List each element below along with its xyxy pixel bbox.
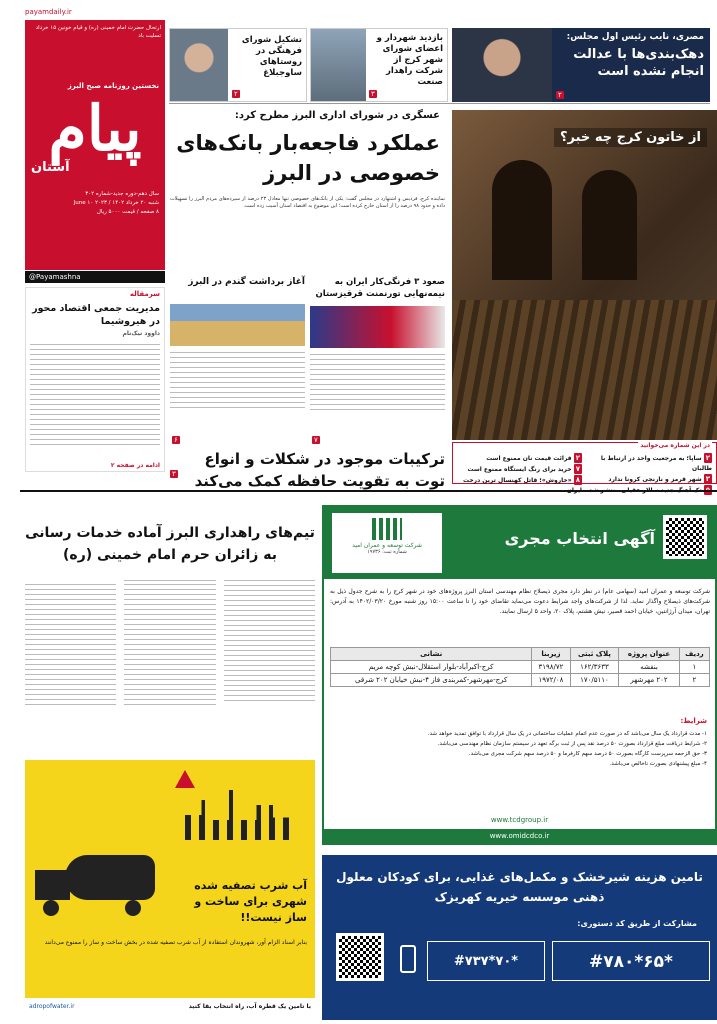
teaser-1-page: ۲ [558,91,562,99]
ad2-note: بنابر اسناد الزام آور، شهروندان استفاده از آب شرب تصفیه شده در بخش ساخت و ساز را ممنوع می‌دانند [44,939,307,946]
teaser-3[interactable] [169,28,307,102]
column-text [30,340,160,449]
masthead-logo-sub: آستان [31,160,70,175]
main-photo [452,110,717,440]
photo-caption: از خاتون کرج چه خبر؟ [554,128,707,147]
readmore-item[interactable]: ۲ ساپا؛ به مرجعیت واحد در ارتباط با طالبان [600,454,712,472]
concrete-truck-icon [35,850,165,920]
teaser-photo [311,29,366,101]
story2-text [310,350,445,414]
teaser-2-page: ۳ [371,90,375,98]
story1-page: ۶ [174,436,178,444]
masthead-quote: ارتحال حضرت امام خمینی (ره) و قیام خونین ۱۵ خرداد تسلیت باد [35,25,161,39]
warning-icon [175,770,195,788]
teaser-1[interactable] [452,28,710,102]
masthead-price: ۸ صفحه / قیمت ۵۰۰۰ ریال [96,209,159,215]
masthead-social[interactable]: @Payamashna [25,271,165,283]
readmore-item[interactable]: ۷ خرید برای رنگ ایستگاه ممنوع است [467,465,580,473]
column-more[interactable]: ادامه در صفحه ۲ [110,462,160,469]
ad-charity [322,855,717,1020]
teaser-photo [170,29,228,101]
ad3-subtitle: مشارکت از طریق کد دستوری: [577,919,697,928]
teaser-photo [452,28,552,102]
readmore-box [452,442,717,484]
news2-text [25,580,315,750]
readmore-item[interactable]: ۳ شهر قرمز و نارنجی کرونا ندارد [608,475,710,483]
teaser-2[interactable] [310,28,448,102]
ad2-title: آب شرب تصفیه شده شهری برای ساخت و ساز نیست!! [194,879,307,924]
story2-title: صعود ۳ فرنگی‌کار ایران به نیمه‌نهایی تورنمنت قرقیزستان [315,277,445,299]
ad2-footer: با تامین یک قطره آب، راه انتخاب بقا کنید [188,1003,311,1010]
column-title: مدیریت جمعی اقتصاد محور در هیروشیما [32,303,160,327]
main-kicker: عسگری در شورای اداری البرز مطرح کرد: [234,110,440,121]
masthead-tagline: نخستین روزنامه صبح البرز [67,82,159,90]
site-url[interactable]: payamdaily.ir [25,8,72,16]
masthead [25,20,165,270]
readmore-item[interactable]: ۸ «خاروش»؛ قاتل کهنسال ترین درخت [462,476,580,484]
table-row: ۲ ۲۰۲ مهرشهر ۱۷۰/۵۱۱۰ ۱۹۷۲/۰۸ کرج-مهرشهر-کمربندی فاز ۴-نبش خیابان ۲۰۲ شرقی [331,674,710,687]
column-author: داوود نیک‌نام [122,330,160,337]
news2-headline: تیم‌های راهداری البرز آماده خدمات رسانی به زائران حرم امام خمینی (ره) [25,525,315,563]
company-logo-icon [372,518,402,540]
readmore-item[interactable]: ۲ قرائت قیمت نان ممنوع است [486,454,580,462]
ad3-code2[interactable]: #۷۳۷*۷۰* [427,941,545,981]
ad-cond: ۲- شرایط دریافت مبلغ قرارداد بصورت ۵۰ درصد نقد پس از ثبت برگه تعهد در سیستم سازمان نظام مهندسی می‌باشد. [437,741,707,747]
ad-cond: ۴- مبلغ پیشنهادی بصورت ناخالص می‌باشد. [609,761,707,767]
ad-cond: ۳- حق الزحمه سرپرست کارگاه بصورت ۵۰ درصد سهم کارفرما و ۵۰ درصد سهم شرکت مجری می‌باشد. [468,751,707,757]
story2-photo [310,306,445,348]
story3-headline: ترکیبات موجود در شکلات و انواع توت به تقویت حافظه کمک می‌کند [194,450,445,490]
story1-text [170,348,305,412]
ad-title: آگهی انتخاب مجری [504,529,655,548]
ad-cond-title: شرایط: [680,717,707,725]
qr-code-icon [336,933,384,981]
ad-table: ردیف عنوان پروژه پلاک ثبتی زیربنا نشانی ۱ بنفشه ۱۶۲/۳۶۳۳ ۳۱۹۸/۷۲ کرج-اکبرآباد-بلوار استقلال-نبش کوچه مریم ۲ ۲۰۲ مهرشهر ۱۷۰/۵۱۱۰ ۱۹۷۲/۰۸ کرج-مهرشهر-کمربندی فاز ۴-نبش خیابان ۲۰۲ شرقی [330,647,710,687]
teaser-2-title: بازدید شهردار و اعضای شورای شهر کرج از شرکت راهدار صنعت [376,33,443,87]
ad-tender [322,505,717,845]
main-headline: عملکرد فاجعه‌بار بانک‌های خصوصی در البرز [176,131,440,185]
ad-water [25,760,315,1018]
ad-reg: شماره ثبت: ۱۹۷۳۶ [367,549,407,555]
story2-page: ۷ [314,436,318,444]
story1-title: آغاز برداشت گندم در البرز [188,277,305,287]
teaser-3-page: ۲ [234,90,238,98]
story1-photo [170,304,305,346]
ad-site[interactable]: www.omidcdco.ir [324,829,715,843]
teaser-1-title: مصری، نایب رئیس اول مجلس: [566,32,704,42]
teaser-3-title: تشکیل شورای فرهنگی در روستاهای ساوجبلاغ [241,35,302,78]
teaser-1-headline: دهک‌بندی‌ها با عدالت انجام نشده است [573,47,704,79]
phone-icon [400,945,416,973]
qr-code-icon [663,515,707,559]
column-label: سرمقاله [129,290,160,298]
table-row: ۱ بنفشه ۱۶۲/۳۶۳۳ ۳۱۹۸/۷۲ کرج-اکبرآباد-بلوار استقلال-نبش کوچه مریم [331,661,710,674]
masthead-logo: پیام [48,92,142,165]
readmore-label: در این شماره می‌خوانید [640,442,710,449]
city-skyline-icon [185,790,295,840]
ad3-title: تامین هزینه شیرخشک و مکمل‌های غذایی، برای کودکان معلول ذهنی موسسه خیریه کهریزک [336,870,703,904]
ad-cond: ۱- مدت قرارداد یک سال می‌باشد که در صورت عدم اتمام عملیات ساختمانی در یک سال قرارداد با توافق تمدید خواهد شد. [427,731,707,737]
ad-site2[interactable]: www.tcdgroup.ir [490,816,549,824]
ad2-site[interactable]: adropofwater.ir [29,1003,75,1010]
ad-body: شرکت توسعه و عمران امید (سهامی عام) در نظر دارد مجری ذیصلاح نظام مهندسی استان البرز پروژه‌های خود در شهر کرج را به شرح جدول ذیل به شرکت‌های ذیصلاح واگذار نماید. لذا از شرکت‌های واجد شرایط دعوت می‌نماید تقاضای خود را تا ساعت ۱۵:۰۰ روز شنبه مورخ ۱۴۰۲/۰۳/۲۰ به آدرس: تهران، میدان آرژانتین، خیابان احمد قصیر، نیش هشتم، پلاک ۲۰، واحد ۵ ارسال نمایند. [330,588,710,615]
story3-page: ۳ [172,470,176,478]
ad3-code1[interactable]: #۷۸۰*۶۵* [552,941,710,981]
masthead-dateline: سال دهم-دوره جدید-شماره ۳۰۲ [85,191,159,197]
masthead-dates: شنبه ۲۰ خرداد ۱۴۰۲ / ۲۰۲۳ June ۱۰ [73,200,159,206]
main-body: نماینده کرج، فردیس و اشتهارد در مجلس گفت: یکی از بانک‌های خصوصی تنها معادل ۲۳ درصد از سپرده‌های مردم البرز را تسهیلات داده و حدود ۹۸ درصد را از استان خارج کرده است؛ این موضوع به اقتصاد استان آسیب زده است. [170,196,445,209]
ad-company: شرکت توسعه و عمران امید [352,542,422,549]
